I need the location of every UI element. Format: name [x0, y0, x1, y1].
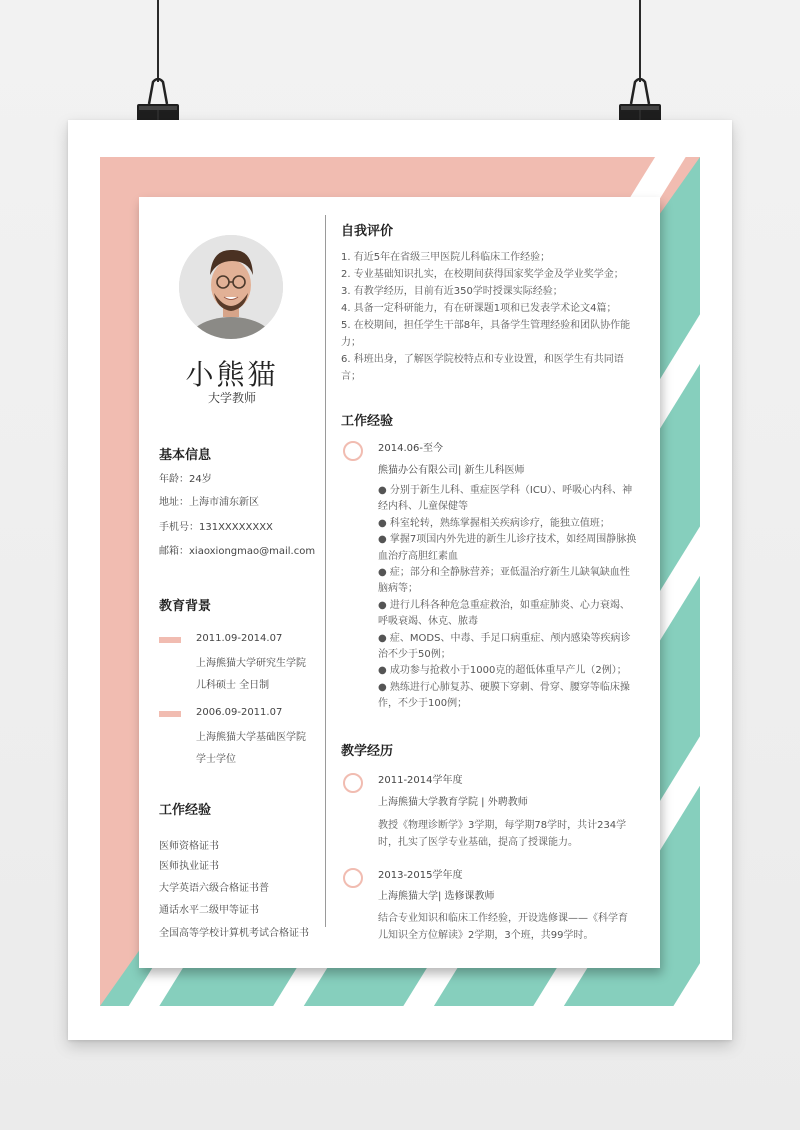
resume-card [139, 197, 660, 968]
certificate-item: 全国高等学校计算机考试合格证书 [159, 928, 309, 939]
certificate-item: 医师执业证书 [159, 861, 219, 872]
work-experience-title: 工作经验 [341, 414, 394, 429]
teaching-description-line: 结合专业知识和临床工作经验，开设选修课——《科学育 [378, 913, 628, 924]
education-marker [159, 637, 181, 643]
certificate-item: 医师资格证书 [159, 841, 219, 852]
address-text: 地址：上海市浦东新区 [159, 497, 259, 508]
self-evaluation-line: 言； [341, 371, 361, 382]
self-evaluation-line: 2. 专业基础知识扎实，在校期间获得国家奖学金及学业奖学金； [341, 269, 624, 280]
self-evaluation-line: 力； [341, 337, 361, 348]
work-duty-line: ● 症；部分和全静脉营养；亚低温治疗新生儿缺氧缺血性 [378, 567, 630, 579]
teaching-description [378, 817, 638, 851]
work-duty-line: ● 掌握7项国内外先进的新生儿诊疗技术，如经周围静脉换 [378, 534, 637, 546]
work-duty-line: 呼吸衰竭、休克、脓毒 [378, 616, 478, 628]
teaching-description-line: 时，扎实了医学专业基础，提高了授课能力。 [378, 837, 578, 848]
hanging-wire-left [157, 0, 159, 82]
education-title: 教育背景 [159, 599, 212, 614]
certificate-item: 通话水平二级甲等证书 [159, 905, 259, 916]
teaching-experience-title: 教学经历 [341, 744, 394, 759]
teaching-description-line: 儿知识全方位解读》2学期，3个班，共99学时。 [378, 930, 594, 941]
email-text: 邮箱：xiaoxiongmao@mail.com [159, 546, 316, 557]
teaching-org: 上海熊猫大学教育学院 | 外聘教师 [378, 797, 528, 808]
work-duty-line: ● 分别于新生儿科、重症医学科（ICU）、呼吸心内科、神 [378, 485, 633, 496]
person-name: 小熊猫 [185, 358, 279, 391]
education-degree: 学士学位 [196, 754, 236, 765]
timeline-circle-icon [343, 773, 363, 793]
work-period: 2014.06-至今 [378, 443, 443, 454]
teaching-description-line: 教授《物理诊断学》3学期，每学期78学时，共计234学 [378, 820, 627, 831]
hanging-wire-right [639, 0, 641, 82]
phone-text: 手机号：131XXXXXXXX [159, 522, 273, 533]
certificates-title: 工作经验 [159, 803, 212, 818]
education-degree: 儿科硕士 全日制 [196, 680, 270, 691]
self-evaluation-line: 3. 有教学经历，目前有近350学时授课实际经验； [341, 286, 563, 297]
work-duty-line: 脑病等； [378, 583, 418, 595]
work-duty-line: 作，不少于100例； [378, 698, 468, 710]
work-duty-line: ● 成功参与抢救小于1000克的超低体重早产儿（2例）； [378, 665, 627, 677]
self-evaluation-title: 自我评价 [341, 224, 394, 239]
work-duty-list [378, 483, 643, 713]
teaching-period: 2011-2014学年度 [378, 775, 463, 786]
age-text: 年龄：24岁 [159, 474, 212, 485]
column-divider [325, 215, 326, 927]
education-marker [159, 711, 181, 717]
work-duty-line: 治不少于50例； [378, 649, 451, 661]
teaching-description [378, 910, 638, 944]
education-school: 上海熊猫大学研究生学院 [196, 658, 306, 669]
person-role: 大学教师 [207, 391, 256, 405]
self-evaluation-list [341, 249, 641, 385]
timeline-circle-icon [343, 868, 363, 888]
avatar-portrait-icon [179, 235, 283, 339]
self-evaluation-line: 1. 有近5年在省级三甲医院儿科临床工作经验； [341, 252, 551, 263]
work-duty-line: ● 症、MODS、中毒、手足口病重症、颅内感染等疾病诊 [378, 632, 631, 644]
education-period: 2006.09-2011.07 [196, 707, 283, 718]
avatar [179, 235, 283, 339]
work-duty-line: ● 科室轮转，熟练掌握相关疾病诊疗，能独立值班； [378, 517, 610, 529]
work-duty-line: 血治疗高胆红素血 [378, 550, 458, 562]
self-evaluation-line: 5. 在校期间，担任学生干部8年，具备学生管理经验和团队协作能 [341, 320, 631, 331]
education-school: 上海熊猫大学基础医学院 [196, 732, 306, 743]
self-evaluation-line: 6. 科班出身，了解医学院校特点和专业设置，和医学生有共同语 [341, 354, 624, 365]
work-company: 熊猫办公有限公司| 新生儿科医师 [378, 465, 525, 476]
timeline-circle-icon [343, 441, 363, 461]
certificate-item: 大学英语六级合格证书普 [159, 883, 269, 894]
education-period: 2011.09-2014.07 [196, 633, 283, 644]
self-evaluation-line: 4. 具备一定科研能力，有在研课题1项和已发表学术论文4篇； [341, 303, 617, 314]
work-duty-line: ● 熟练进行心肺复苏、硬膜下穿刺、骨穿、腰穿等临床操 [378, 681, 630, 693]
teaching-period: 2013-2015学年度 [378, 870, 463, 881]
teaching-org: 上海熊猫大学| 选修课教师 [378, 891, 495, 902]
basic-info-title: 基本信息 [159, 448, 212, 463]
work-duty-line: ● 进行儿科各种危急重症救治，如重症肺炎、心力衰竭、 [378, 599, 630, 611]
work-duty-line: 经内科、儿童保健等 [378, 501, 468, 513]
